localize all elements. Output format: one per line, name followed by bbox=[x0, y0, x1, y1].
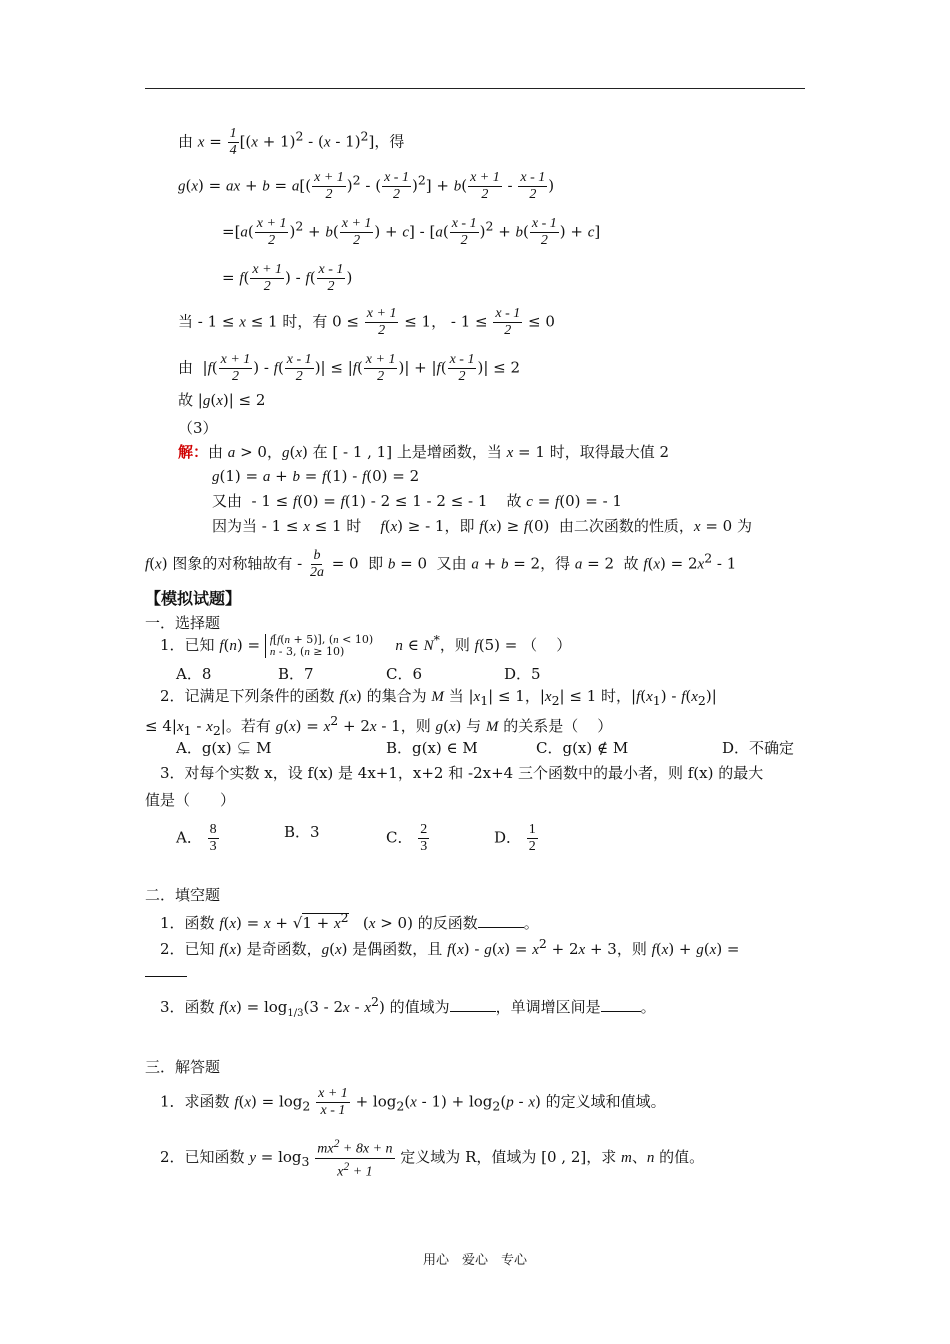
q3-option-b[interactable]: B．3 bbox=[284, 823, 320, 841]
question-2-line-2: ≤ $4|x_1 - x_2|$。若有 $g(x) = x^2 + 2x - 1$，则 g(x) 与 M 的关系是（ ） bbox=[145, 713, 613, 738]
solution-line-6: 由 |f( $\frac{x + 1}{2}$ ) - f( $\frac{x - 1}{2}$ )| ≤ |f( $\frac{x + 1}{2}$ )| + |f( $\frac{x - 1}{2}$ )| ≤ 2 bbox=[178, 352, 521, 384]
question-3-line-1: 3．对每个实数 x，设 f(x) 是 4x+1，x+2 和 -2x+4 三个函数中的最小者，则 f(x) 的最大 bbox=[160, 764, 764, 782]
question-3-line-2: 值是（ ） bbox=[145, 791, 236, 809]
solution-line-7: 故 |g(x)| ≤ 2 bbox=[178, 391, 266, 409]
part-1-heading: 一．选择题 bbox=[145, 614, 221, 632]
solution-line-9: 解：由 a > 0，g(x) 在 [ - 1 , 1] 上是增函数，当 x = 1 时，取得最大值 2 bbox=[178, 443, 670, 461]
q1-option-d[interactable]: D．5 bbox=[504, 665, 541, 683]
fill-1: 1．函数 $f(x) = x + √1 + x^2$ (x > 0) 的反函数 。 bbox=[160, 910, 539, 932]
q1-option-c[interactable]: C．6 bbox=[386, 665, 423, 683]
solution-line-3: =[a( $\frac{x + 1}{2}$ )$^2$ + b( $\frac{x + 1}{2}$ ) + c] - [a( $\frac{x - 1}{2}$ )$^2$ + b( $\frac{x - 1}{2}$ ) + c] bbox=[222, 216, 601, 248]
answer-label: 解： bbox=[178, 443, 209, 461]
header-rule bbox=[145, 88, 805, 89]
page-footer: 用心 爱心 专心 bbox=[422, 1253, 527, 1268]
q1-option-b[interactable]: B．7 bbox=[278, 665, 314, 683]
part-3-heading: 三．解答题 bbox=[145, 1058, 221, 1076]
fill-2-blank[interactable] bbox=[145, 976, 187, 977]
fill-3-blank-interval[interactable] bbox=[601, 1011, 641, 1012]
question-2-line-1: 2．记满足下列条件的函数 f(x) 的集合为 M 当 $|x_1| \le 1$，$|x_2| \le 1$ 时，$|f(x_1) - f(x_2)|$ bbox=[160, 687, 717, 708]
section-title: 【模拟试题】 bbox=[145, 589, 242, 608]
q2-option-d[interactable]: D．不确定 bbox=[722, 739, 795, 757]
solution-line-12: 因为当 - 1 ≤ x ≤ 1 时 f(x) ≥ - 1，即 f(x) ≥ f(0) 由二次函数的性质，x = 0 为 bbox=[212, 517, 752, 535]
solution-line-4: = f( $\frac{x + 1}{2}$ ) - f( $\frac{x - 1}{2}$ ) bbox=[222, 262, 353, 294]
fill-3: 3．函数 $f(x) = \log_{1/3}(3 - 2x - x^2)$ 的值域为 ，单调增区间是 。 bbox=[160, 994, 656, 1019]
solve-2: 2．已知函数 $y = \log_3$ $\frac{mx^2 + 8x + n}{x^2 + 1}$ 定义域为 R，值域为 [0 , 2]，求 m、n 的值。 bbox=[160, 1137, 705, 1180]
part-3-label: （3） bbox=[178, 419, 218, 437]
q3-option-d[interactable]: D． $\frac{1}{2}$ bbox=[494, 822, 536, 854]
solution-line-2: g(x) = ax + b = a[( $\frac{x + 1}{2}$ )$^2$ - ( $\frac{x - 1}{2}$ )$^2$] + b( $\frac{x + 1}{2}$ - $\frac{x - 1}{2}$ ) bbox=[178, 170, 555, 202]
question-1: 1．已知 f(n) = f[f(n + 5)], (n < 10) n - 3, (n ≥ 10) n ∈ N*，则 f(5) = （ ） bbox=[160, 632, 572, 658]
solve-1: 1．求函数 $f(x) = \log_2$ $\frac{x + 1}{x - 1}$ + $\log_2(x - 1) + \log_2(p - x)$ 的定义域和值域。 bbox=[160, 1086, 666, 1118]
solution-line-10: g(1) = a + b = f(1) - f(0) = 2 bbox=[212, 467, 420, 485]
q3-option-c[interactable]: C． $\frac{2}{3}$ bbox=[386, 822, 428, 854]
q1-option-a[interactable]: A．8 bbox=[176, 665, 212, 683]
fill-1-blank[interactable] bbox=[478, 927, 524, 928]
fill-3-blank-range[interactable] bbox=[450, 1011, 496, 1012]
question-3-options bbox=[176, 810, 676, 856]
q2-option-c[interactable]: C．g(x) ∉ M bbox=[536, 739, 629, 757]
q2-option-b[interactable]: B．g(x) ∈ M bbox=[386, 739, 478, 757]
solution-line-11: 又由 - 1 ≤ f(0) = f(1) - 2 ≤ 1 - 2 ≤ - 1 故 c = f(0) = - 1 bbox=[212, 492, 622, 510]
q2-option-a[interactable]: A．g(x) ⊊ M bbox=[176, 739, 272, 757]
solution-line-1: 由 x = $\frac{1}{4}$ $[(x + 1)^2 - (x - 1)^2]$，得 bbox=[178, 126, 405, 158]
solution-line-13: f(x) 图象的对称轴故有 - $\frac{b}{2a}$ = 0 即 b = 0 又由 a + b = 2，得 a = 2 故 $f(x) = 2x^2 - 1$ bbox=[145, 548, 737, 580]
part-2-heading: 二．填空题 bbox=[145, 886, 221, 904]
q3-option-a[interactable]: A． $\frac{8}{3}$ bbox=[176, 822, 217, 854]
fill-2: 2．已知 f(x) 是奇函数，g(x) 是偶函数，且 $f(x) - g(x) = x^2 + 2x + 3$，则 f(x) + g(x) = bbox=[160, 936, 740, 958]
solution-line-5: 当 - 1 ≤ x ≤ 1 时，有 0 ≤ $\frac{x + 1}{2}$ ≤ 1， - 1 ≤ $\frac{x - 1}{2}$ ≤ 0 bbox=[178, 306, 555, 338]
